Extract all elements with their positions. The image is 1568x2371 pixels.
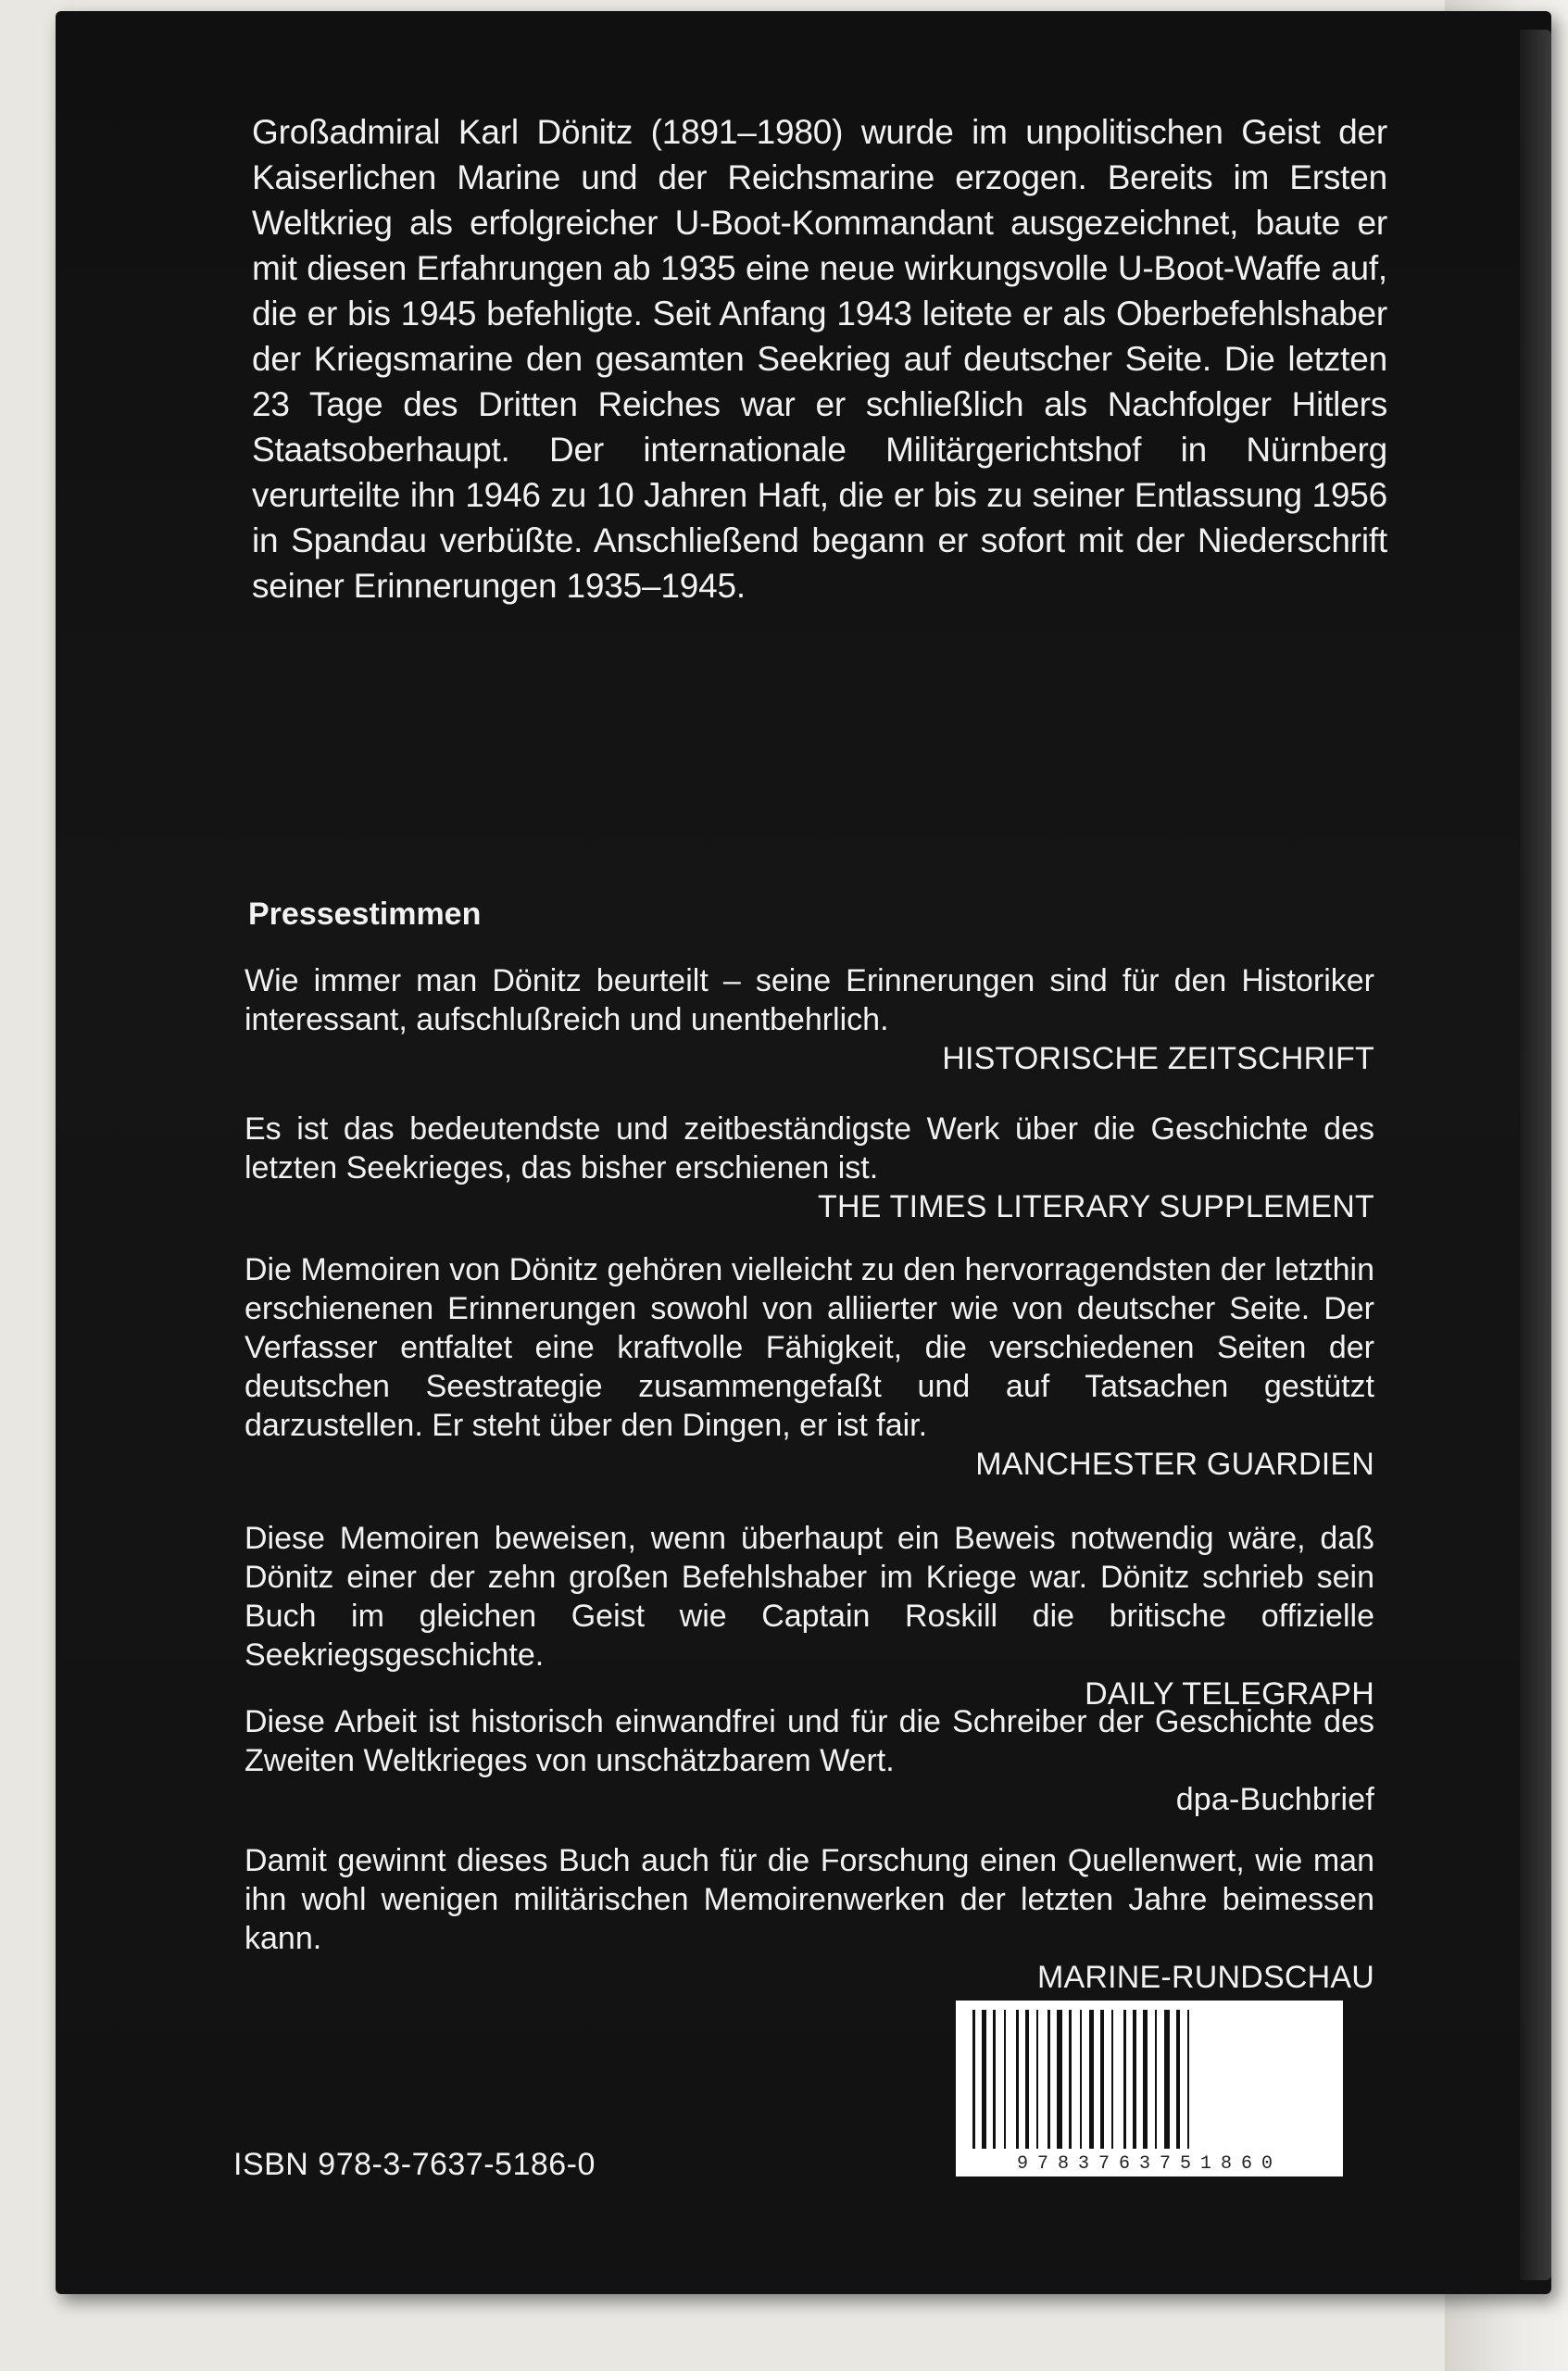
press-quote xyxy=(245,1110,1374,1226)
barcode-bars xyxy=(956,2001,1343,2177)
book-spine-edge xyxy=(1520,30,1551,2280)
quote-source: THE TIMES LITERARY SUPPLEMENT xyxy=(818,1189,1374,1224)
press-quote xyxy=(245,961,1374,1078)
quote-source: dpa-Buchbrief xyxy=(1175,1782,1374,1817)
barcode xyxy=(956,2001,1343,2177)
press-quote xyxy=(245,1702,1374,1819)
isbn-label: ISBN 978-3-7637-5186-0 xyxy=(233,2147,596,2182)
intro-paragraph: Großadmiral Karl Dönitz (1891–1980) wurde im unpolitischen Geist der Kaiserlichen Marine und der Reichsmarine erzogen. Bereits im Ersten Weltkrieg als erfolgreicher U-Boot-Kommandant ausgezeichnet, baute er mit diesen Erfahrungen ab 1935 eine neue wirkungsvolle U-Boot-Waffe auf, die er bis 1945 befehligte. Seit Anfang 1943 leitete er als Oberbefehlshaber der Kriegsmarine den gesamten Seekrieg auf deutscher Seite. Die letzten 23 Tage des Dritten Reiches war er schließlich als Nachfolger Hitlers Staatsoberhaupt. Der internationale Militärgerichtshof in Nürnberg verurteilte ihn 1946 zu 10 Jahren Haft, die er bis zu seiner Entlassung 1956 in Spandau verbüßte. Anschließend begann er sofort mit der Niederschrift seiner Erinnerungen 1935–1945. xyxy=(252,113,1387,605)
quote-text: Die Memoiren von Dönitz gehören vielleicht zu den hervorragendsten der letzthin erschienenen Erinnerungen sowohl von alliierter wie von deutscher Seite. Der Verfasser entfaltet eine kraftvolle Fähigkeit, die verschiedenen Seiten der deutschen Seestrategie zusammengefaßt und auf Tatsachen gestützt darzustellen. Er steht über den Dingen, er ist fair. xyxy=(245,1252,1374,1443)
press-quote xyxy=(245,1250,1374,1484)
quote-text: Damit gewinnt dieses Buch auch für die Forschung einen Quellenwert, wie man ihn wohl wenigen militärischen Memoirenwerken der letzten Jahre beimessen kann. xyxy=(245,1843,1374,1956)
quote-text: Wie immer man Dönitz beurteilt – seine Erinnerungen sind für den Historiker interessant, aufschlußreich und unentbehrlich. xyxy=(245,963,1374,1037)
quote-text: Diese Arbeit ist historisch einwandfrei und für die Schreiber der Geschichte des Zweiten Weltkrieges von unschätzbarem Wert. xyxy=(245,1704,1374,1778)
quote-text: Diese Memoiren beweisen, wenn überhaupt ein Beweis notwendig wäre, daß Dönitz einer der zehn großen Befehlshaber im Kriege war. Dönitz schrieb sein Buch im gleichen Geist wie Captain Roskill die britische offizielle Seekriegsgeschichte. xyxy=(245,1521,1374,1673)
quote-source: DAILY TELEGRAPH xyxy=(1085,1676,1374,1712)
quote-text: Es ist das bedeutendste und zeitbeständigste Werk über die Geschichte des letzten Seekrieges, das bisher erschienen ist. xyxy=(245,1111,1374,1186)
quote-source: MANCHESTER GUARDIEN xyxy=(975,1447,1374,1482)
barcode-digits: 9783763751860 xyxy=(1016,2153,1283,2175)
press-quote xyxy=(245,1519,1374,1713)
quote-source: HISTORISCHE ZEITSCHRIFT xyxy=(942,1041,1374,1076)
press-heading: Pressestimmen xyxy=(248,897,482,932)
press-quote xyxy=(245,1841,1374,1997)
quote-source: MARINE-RUNDSCHAU xyxy=(1037,1960,1374,1995)
